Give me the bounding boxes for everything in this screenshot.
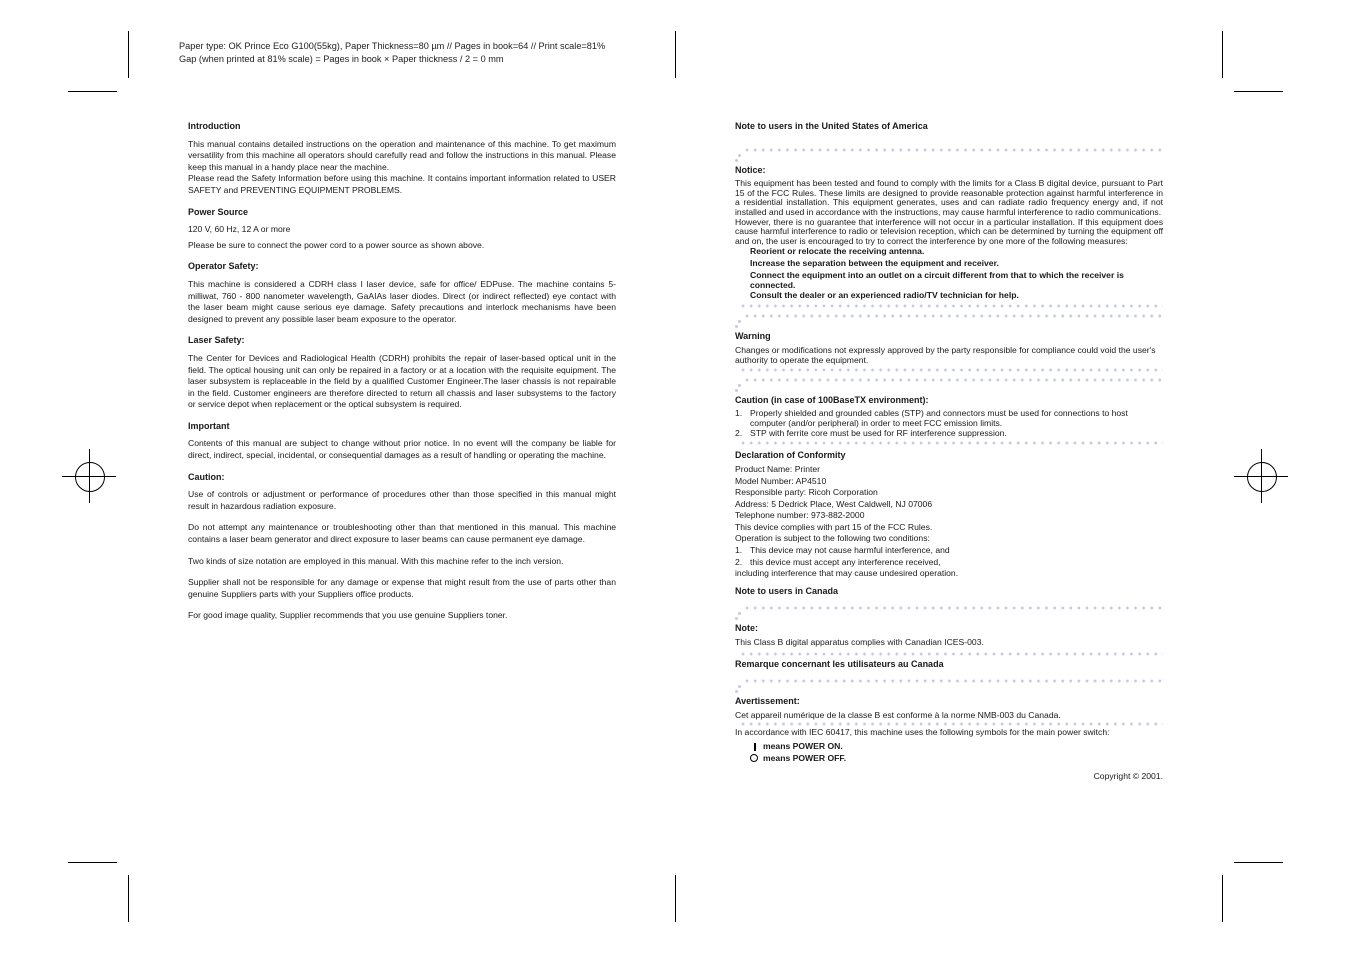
notice-paragraph-1: This equipment has been tested and found to comply with the limits for a Class B digital device, pursuant to Part 15 of the FCC Rules. These limits are designed to provide reasonable protection against harmful interference in a residential installation. This equipment generates, uses and can radiate radio frequency energy and, if not installed and used in accordance with the instructions, may cause harmful interference to radio communications.	[735, 178, 1163, 217]
remarque-heading: Remarque concernant les utilisateurs au Canada	[735, 658, 944, 669]
measure-1: Reorient or relocate the receiving antenna.	[750, 246, 925, 257]
intro-heading: Introduction	[188, 121, 241, 131]
power-source-note: Please be sure to connect the power cord to a power source as shown above.	[188, 239, 485, 250]
left-page	[188, 121, 616, 622]
crop-mark	[128, 875, 129, 922]
crop-mark	[1234, 862, 1283, 863]
caution-100basetx-heading: Caution (in case of 100BaseTX environment):	[735, 394, 929, 405]
declaration-line: Model Number: AP4510	[735, 475, 827, 486]
declaration-condition-2	[735, 557, 1163, 569]
operator-safety-paragraph: This machine is considered a CDRH class I laser device, safe for office/ EDPuse. The machine contains 5-milliwat, 760 - 800 nanometer wavelength, GaAIAs laser diodes. Direct (or indirect reflected) eye contact with the laser beam might cause serious eye damage. Safety precautions and interlock mechanisms have been designed to prevent any possible laser beam exposure to the operator.	[188, 278, 616, 324]
item-number: 2.	[735, 556, 743, 567]
caution-paragraph-2: Do not attempt any maintenance or troubleshooting other than that mentioned in this manual. This machine contains a laser beam generator and direct exposure to laser beams can cause permanent eye damage.	[188, 522, 616, 545]
measure-4: Consult the dealer or an experienced radio/TV technician for help.	[750, 289, 1019, 300]
declaration-line: Responsible party: Ricoh Corporation	[735, 487, 878, 498]
power-source-heading: Power Source	[188, 206, 249, 217]
declaration-line: including interference that may cause undesired operation.	[735, 568, 959, 579]
declaration-line: This device complies with part 15 of the FCC Rules.	[735, 521, 933, 532]
usa-heading: Note to users in the United States of America	[735, 121, 928, 131]
power-off-symbol-line	[735, 753, 1163, 765]
item-number: 2.	[735, 428, 743, 439]
crop-mark	[1222, 875, 1223, 922]
power-source-spec: 120 V, 60 Hz, 12 A or more	[188, 224, 291, 235]
caution-paragraph-4: Supplier shall not be responsible for any damage or expense that might result from the use of parts other than genuine Suppliers parts with your Suppliers office products.	[188, 577, 616, 599]
notice-heading: Notice:	[735, 164, 766, 175]
item-text: STP with ferrite core must be used for RF interference suppression.	[750, 428, 1007, 439]
avertissement-heading: Avertissement:	[735, 696, 800, 707]
caution-paragraph-1: Use of controls or adjustment or performance of procedures other than those specified in this manual might result in hazardous radiation exposure.	[188, 489, 616, 511]
note-heading: Note:	[735, 623, 758, 634]
declaration-heading: Declaration of Conformity	[735, 450, 846, 461]
dotted-divider	[739, 303, 1163, 309]
avertissement-paragraph: Cet appareil numérique de la classe B est conforme à la norme NMB-003 du Canada.	[735, 709, 1061, 720]
caution-100basetx-item-1	[735, 408, 1163, 428]
power-on-symbol-line	[735, 741, 1163, 753]
print-spec-line-1: Paper type: OK Prince Eco G100(55kg), Paper Thickness=80 µm // Pages in book=64 // Print scale=81%	[179, 41, 606, 51]
registration-mark-left-h	[62, 476, 116, 477]
operator-safety-heading: Operator Safety:	[188, 261, 259, 272]
caution-paragraph-3: Two kinds of size notation are employed in this manual. With this machine refer to the inch version.	[188, 555, 564, 566]
print-spec-line-2: Gap (when printed at 81% scale) = Pages in book × Paper thickness / 2 = 0 mm	[179, 53, 504, 64]
item-number: 1.	[735, 545, 743, 556]
warning-paragraph: Changes or modifications not expressly approved by the party responsible for compliance could void the user's authority to operate the equipment.	[735, 344, 1156, 365]
declaration-block	[735, 464, 1163, 580]
dotted-divider	[739, 651, 1163, 657]
item-text: Properly shielded and grounded cables (STP) and connectors must be used for connections to host computer (and/or peripheral) in order to meet FCC emission limits.	[750, 408, 1128, 429]
declaration-line: Product Name: Printer	[735, 463, 821, 474]
registration-mark-right-h	[1234, 476, 1288, 477]
dotted-divider	[735, 678, 1163, 692]
dotted-divider	[739, 440, 1163, 446]
notice-paragraph-2: However, there is no guarantee that interference will not occur in a particular installation. If this equipment does cause harmful interference to radio or television reception, which can be determined by turning the equipment off and on, the user is encouraged to try to correct the interference by one more of the following measures:	[735, 216, 1163, 246]
note-paragraph: This Class B digital apparatus complies with Canadian ICES-003.	[735, 637, 984, 648]
canada-heading: Note to users in Canada	[735, 585, 839, 596]
important-heading: Important	[188, 420, 230, 431]
declaration-condition-1	[735, 545, 1163, 557]
registration-mark-left	[75, 462, 105, 492]
crop-mark	[68, 91, 117, 92]
power-on-icon	[754, 743, 756, 751]
registration-mark-right	[1247, 462, 1277, 492]
print-spec-note	[179, 40, 605, 65]
dotted-divider	[735, 605, 1163, 619]
laser-safety-paragraph: The Center for Devices and Radiological Health (CDRH) prohibits the repair of laser-based optical unit in the field. The optical housing unit can only be repaired in a factory or at a location with the requisite equipment. The laser subsystem is replaceable in the field by a qualified Customer Engineer.The laser chassis is not repairable in the field. Customer engineers are therefore directed to return all chassis and laser subsystems to the factory or service depot when replacement or the optical subsystem is required.	[188, 352, 616, 410]
important-paragraph: Contents of this manual are subject to change without prior notice. In no event will the company be liable for direct, indirect, special, incidental, or consequential damages as a result of handling or operating the machine.	[188, 438, 616, 461]
item-number: 1.	[735, 408, 743, 419]
dotted-divider	[739, 367, 1163, 373]
power-off-label: means POWER OFF.	[763, 752, 847, 763]
declaration-line: Telephone number: 973-882-2000	[735, 510, 865, 521]
caution-100basetx-item-2	[735, 428, 1163, 438]
power-on-label: means POWER ON.	[763, 741, 843, 751]
dotted-divider	[735, 377, 1163, 391]
crop-mark	[128, 31, 129, 78]
crop-mark	[675, 875, 676, 922]
laser-safety-heading: Laser Safety:	[188, 335, 245, 346]
power-off-icon	[750, 754, 758, 762]
item-text: This device may not cause harmful interference, and	[750, 545, 950, 556]
measure-3: Connect the equipment into an outlet on a circuit different from that to which the receiver is connected.	[750, 269, 1124, 290]
copyright: Copyright © 2001.	[1093, 771, 1163, 782]
warning-heading: Warning	[735, 331, 771, 342]
item-text: this device must accept any interference received,	[750, 556, 941, 567]
crop-mark	[68, 862, 117, 863]
intro-paragraph-2: Please read the Safety Information before using this machine. It contains important information related to USER SAFETY and PREVENTING EQUIPMENT PROBLEMS.	[188, 173, 616, 195]
right-page	[735, 121, 1163, 783]
caution-heading: Caution:	[188, 471, 225, 482]
declaration-line: Address: 5 Dedrick Place, West Caldwell, NJ 07006	[735, 498, 933, 509]
dotted-divider	[735, 313, 1163, 327]
measure-2: Increase the separation between the equipment and receiver.	[750, 257, 999, 268]
dotted-divider	[735, 147, 1163, 161]
crop-mark	[1234, 91, 1283, 92]
crop-mark	[675, 31, 676, 78]
crop-mark	[1222, 31, 1223, 78]
declaration-line: Operation is subject to the following two conditions:	[735, 533, 930, 544]
iec-paragraph: In accordance with IEC 60417, this machine uses the following symbols for the main power switch:	[735, 727, 1110, 738]
caution-paragraph-5: For good image quality, Supplier recommends that you use genuine Suppliers toner.	[188, 610, 508, 621]
intro-paragraph-1: This manual contains detailed instructions on the operation and maintenance of this machine. To get maximum versatility from this machine all operators should carefully read and follow the instructions in this manual. Please keep this manual in a handy place near the machine.	[188, 138, 616, 172]
